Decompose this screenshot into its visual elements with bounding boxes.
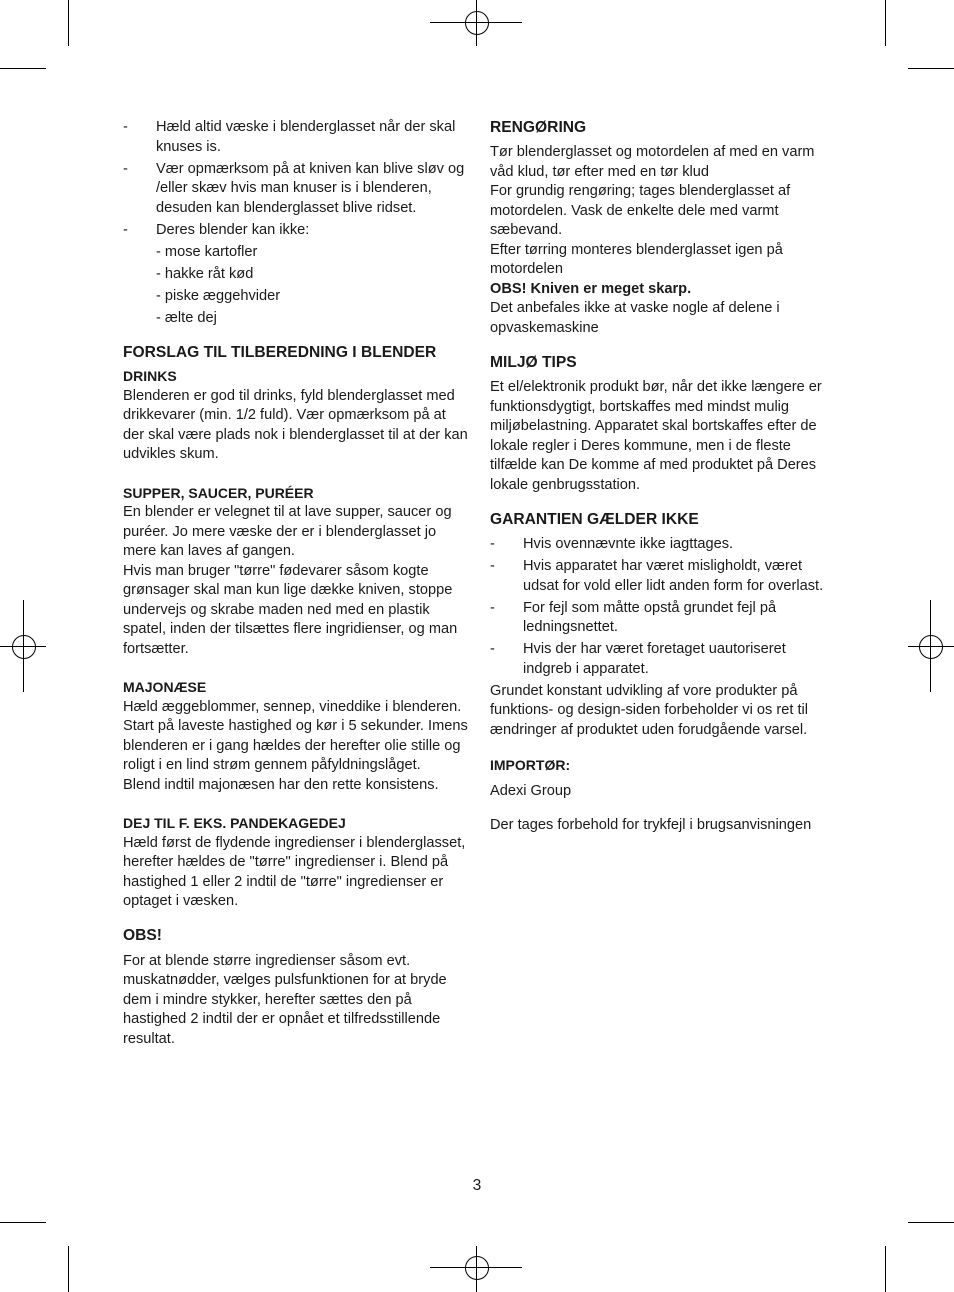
- list-item: - Hvis ovennævnte ikke iagttages.: [490, 536, 734, 552]
- list-item: - Hvis apparatet har været misligholdt, været udsat for vold eller lidt anden form for overlast.: [490, 558, 824, 594]
- list-item: - Deres blender kan ikke:: [123, 221, 310, 238]
- rengoring-text: For grundig rengøring; tages blenderglasset af motordelen. Vask de enkelte dele med varmt sæbevand.: [490, 183, 791, 238]
- left-column: [123, 118, 468, 1049]
- sub-list-item: - piske æggehvider: [156, 287, 281, 304]
- supper-heading: SUPPER, SAUCER, PURÉER: [123, 484, 314, 501]
- disclaimer: Der tages forbehold for trykfejl i brugsanvisningen: [490, 817, 812, 833]
- obs-heading: OBS!: [123, 926, 162, 944]
- majonaese-text: Hæld æggeblommer, sennep, vineddike i blenderen. Start på laveste hastighed og kør i 5 sekunder. Imens blenderen er i gang hældes der herefter olie stille og roligt i en lind strøm gennem påfyldningslåget.: [123, 698, 468, 773]
- right-column: [490, 118, 835, 836]
- forslag-heading: FORSLAG TIL TILBEREDNING I BLENDER: [123, 344, 437, 361]
- rengoring-heading: RENGØRING: [490, 119, 587, 136]
- crop-mark: [0, 68, 46, 69]
- drinks-text: Blenderen er god til drinks, fyld blenderglasset med drikkevarer (min. 1/2 fuld). Vær opmærksom på at der skal være plads nok i blenderglasset til at der kan udvikles skum.: [123, 387, 468, 462]
- sub-list-item: - mose kartofler: [156, 243, 258, 260]
- majonaese-text: Blend indtil majonæsen har den rette konsistens.: [123, 776, 439, 793]
- miljo-text: Et el/elektronik produkt bør, når det ikke længere er funktionsdygtigt, bortskaffes med mindst mulig miljøbelastning. Apparatet skal bortskaffes efter de lokale regler i Deres kommune, men i de fleste tilfælde kan De komme af med produktet på Deres lokale genbrugsstation.: [490, 379, 822, 493]
- drinks-heading: DRINKS: [123, 368, 177, 384]
- dej-heading: DEJ TIL F. EKS. PANDEKAGEDEJ: [123, 815, 346, 831]
- list-item: - Hvis der har været foretaget uautoriseret indgreb i apparatet.: [490, 641, 786, 677]
- rengoring-warning: OBS! Kniven er meget skarp.: [490, 280, 692, 297]
- sub-list-item: - hakke råt kød: [156, 265, 254, 282]
- sub-list-item: - ælte dej: [156, 309, 217, 326]
- crop-mark: [68, 0, 69, 46]
- page-number: 3: [472, 1177, 482, 1194]
- dej-text: Hæld først de flydende ingredienser i blenderglasset, herefter hældes de "tørre" ingredienser i. Blend på hastighed 1 eller 2 indtil de "tørre" ingredienser er optaget i væsken.: [123, 834, 466, 909]
- importor-name: Adexi Group: [490, 782, 572, 799]
- crop-mark: [885, 0, 886, 46]
- list-item: - Vær opmærksom på at kniven kan blive sløv og /eller skæv hvis man knuser is i blenderen, desuden kan blenderglasset blive ridset.: [123, 160, 465, 216]
- garanti-text: Grundet konstant udvikling af vore produkter på funktions- og design-siden forbeholder vi os ret til ændringer af produktet uden forudgående varsel.: [490, 682, 808, 738]
- crop-mark: [68, 1246, 69, 1292]
- crop-mark: [885, 1246, 886, 1292]
- rengoring-text: Det anbefales ikke at vaske nogle af delene i opvaskemaskine: [490, 300, 780, 336]
- garanti-heading: GARANTIEN GÆLDER IKKE: [490, 511, 699, 528]
- list-item: - For fejl som måtte opstå grundet fejl på ledningsnettet.: [490, 599, 777, 635]
- majonaese-heading: MAJONÆSE: [123, 679, 207, 695]
- supper-text: En blender er velegnet til at lave supper, saucer og puréer. Jo mere væske der er i blenderglasset jo mere kan laves af gangen.: [123, 504, 452, 559]
- supper-text: Hvis man bruger "tørre" fødevarer såsom kogte grønsager skal man kun lige dække kniven, stoppe undervejs og skrabe maden ned med en plastik spatel, inden der tilsættes flere ingridienser, og man fortsætter.: [123, 562, 458, 657]
- rengoring-text: Tør blenderglasset og motordelen af med en varm våd klud, tør efter med en tør klud: [490, 144, 815, 180]
- crop-mark: [908, 68, 954, 69]
- list-item: - Hæld altid væske i blenderglasset når der skal knuses is.: [123, 119, 456, 155]
- rengoring-text: Efter tørring monteres blenderglasset igen på motordelen: [490, 241, 783, 277]
- crop-mark: [0, 1222, 46, 1223]
- obs-text: For at blende større ingredienser såsom evt. muskatnødder, vælges pulsfunktionen for at bryde dem i mindre stykker, herefter sættes den på hastighed 2 indtil der er opnået et tilfredsstillende resultat.: [123, 952, 447, 1047]
- crop-mark: [908, 1222, 954, 1223]
- miljo-heading: MILJØ TIPS: [490, 354, 577, 371]
- importor-heading: IMPORTØR:: [490, 757, 571, 773]
